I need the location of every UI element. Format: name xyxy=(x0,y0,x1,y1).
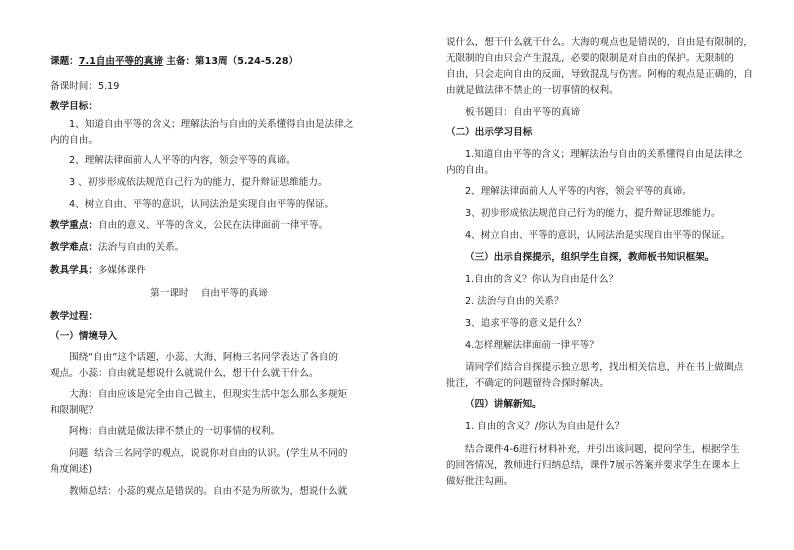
objective-3: 3、初步形成依法规范自己行为的能力，提升辩证思维能力。 xyxy=(465,208,721,219)
paragraph-2: 大海：自由应该是完全由自己做主，但现实生活中怎么那么多规矩 xyxy=(69,389,348,400)
paragraph-2-cont: 和限制呢？ xyxy=(50,405,98,416)
tools: 教具学具：多媒体课件 xyxy=(50,265,146,276)
process-heading: 教学过程： xyxy=(50,311,98,322)
paragraph-4: 问题 结合三名同学的观点，说说你对自由的认识。(学生从不同的 xyxy=(69,448,348,459)
objective-2: 2、理解法律面前人人平等的内容，领会平等的真谛。 xyxy=(465,186,692,197)
paragraph-1: 围绕“自由”这个话题，小蕊、大海、阿梅三名同学表达了各自的 xyxy=(69,352,338,363)
question-1: 1.自由的含义？你认为自由是什么？ xyxy=(465,274,619,285)
paragraph-4-cont: 角度阐述) xyxy=(50,464,93,475)
goals-heading: 教学目标： xyxy=(50,101,98,112)
title-name: 7.1自由平等的真谛 xyxy=(78,56,163,67)
right-line-2: 无限制的自由只会产生混乱，必要的限制是对自由的保护。无限制的 xyxy=(446,53,734,64)
paragraph-3: 阿梅：自由就是做法律不禁止的一切事情的权利。 xyxy=(69,426,281,437)
courseware-note-end: 做好批注勾画。 xyxy=(446,476,514,487)
section-4-heading: （四）讲解新知。 xyxy=(465,399,542,410)
difficulty: 教学难点：法治与自由的关系。 xyxy=(50,242,185,253)
objective-1-cont: 内的自由。 xyxy=(446,165,494,176)
right-line-3: 自由，只会走向自由的反面，导致混乱与伤害。阿梅的观点是正确的，自 xyxy=(446,69,753,80)
paragraph-1-cont: 观点。小蕊：自由就是想说什么就说什么，想干什么就干什么。 xyxy=(50,368,319,379)
question-2: 2. 法治与自由的关系？ xyxy=(465,296,564,307)
self-study: 请同学们结合自探提示独立思考，找出相关信息，并在书上做圈点 xyxy=(465,362,744,373)
right-line-4: 由就是做法律不禁止的一切事情的权利。 xyxy=(446,85,619,96)
objective-4: 4、树立自由、平等的意识，认同法治是实现自由平等的保证。 xyxy=(465,230,731,241)
courseware-note: 结合课件4-6进行材料补充，并引出该问题，提问学生，根据学生 xyxy=(465,444,740,455)
question-4: 4.怎样理解法律面前一律平等？ xyxy=(465,340,599,351)
goal-1-cont: 内的自由。 xyxy=(50,135,98,146)
lesson-subtitle: 第一课时 自由平等的真谛 xyxy=(150,288,268,299)
right-line-1: 说什么，想干什么就干什么。大海的观点也是错误的，自由是有限制的， xyxy=(446,37,753,48)
objective-1: 1.知道自由平等的含义；理解法治与自由的关系懂得自由是法律之 xyxy=(465,149,743,160)
board-title: 板书题目：自由平等的真谛 xyxy=(465,107,581,118)
prep-time: 备课时间：5.19 xyxy=(50,81,120,92)
goal-1: 1、知道自由平等的含义；理解法治与自由的关系懂得自由是法律之 xyxy=(69,119,354,130)
goal-3: 3 、初步形成依法规范自己行为的能力，提升辩证思维能力。 xyxy=(69,177,328,188)
title-rest: 主备：第13周（5.24-5.28） xyxy=(162,56,299,67)
title-label: 课题： xyxy=(50,56,79,67)
key-points: 教学重点：自由的意义、平等的含义，公民在法律面前一律平等。 xyxy=(50,220,329,231)
self-study-cont: 批注，不确定的问题留待合探时解决。 xyxy=(446,378,610,389)
goal-2: 2、理解法律面前人人平等的内容，领会平等的真谛。 xyxy=(69,155,296,166)
section-3-heading: （三）出示自探提示，组织学生自探，教师板书知识框架。 xyxy=(465,252,715,263)
goal-4: 4、树立自由、平等的意识，认同法治是实现自由平等的保证。 xyxy=(69,199,335,210)
courseware-note-cont: 的回答情况，教师进行归纳总结，课件7展示答案并要求学生在课本上 xyxy=(446,460,740,471)
new-knowledge-1: 1. 自由的含义？/你认为自由是什么？ xyxy=(465,421,625,432)
section-2-heading: （二）出示学习目标 xyxy=(446,127,533,138)
section-1-heading: （一）情境导入 xyxy=(50,331,118,342)
paragraph-5: 教师总结：小蕊的观点是错误的。自由不是为所欲为，想说什么就 xyxy=(69,486,348,497)
lesson-title-line xyxy=(50,56,298,68)
question-3: 3、追求平等的意义是什么？ xyxy=(465,318,587,329)
